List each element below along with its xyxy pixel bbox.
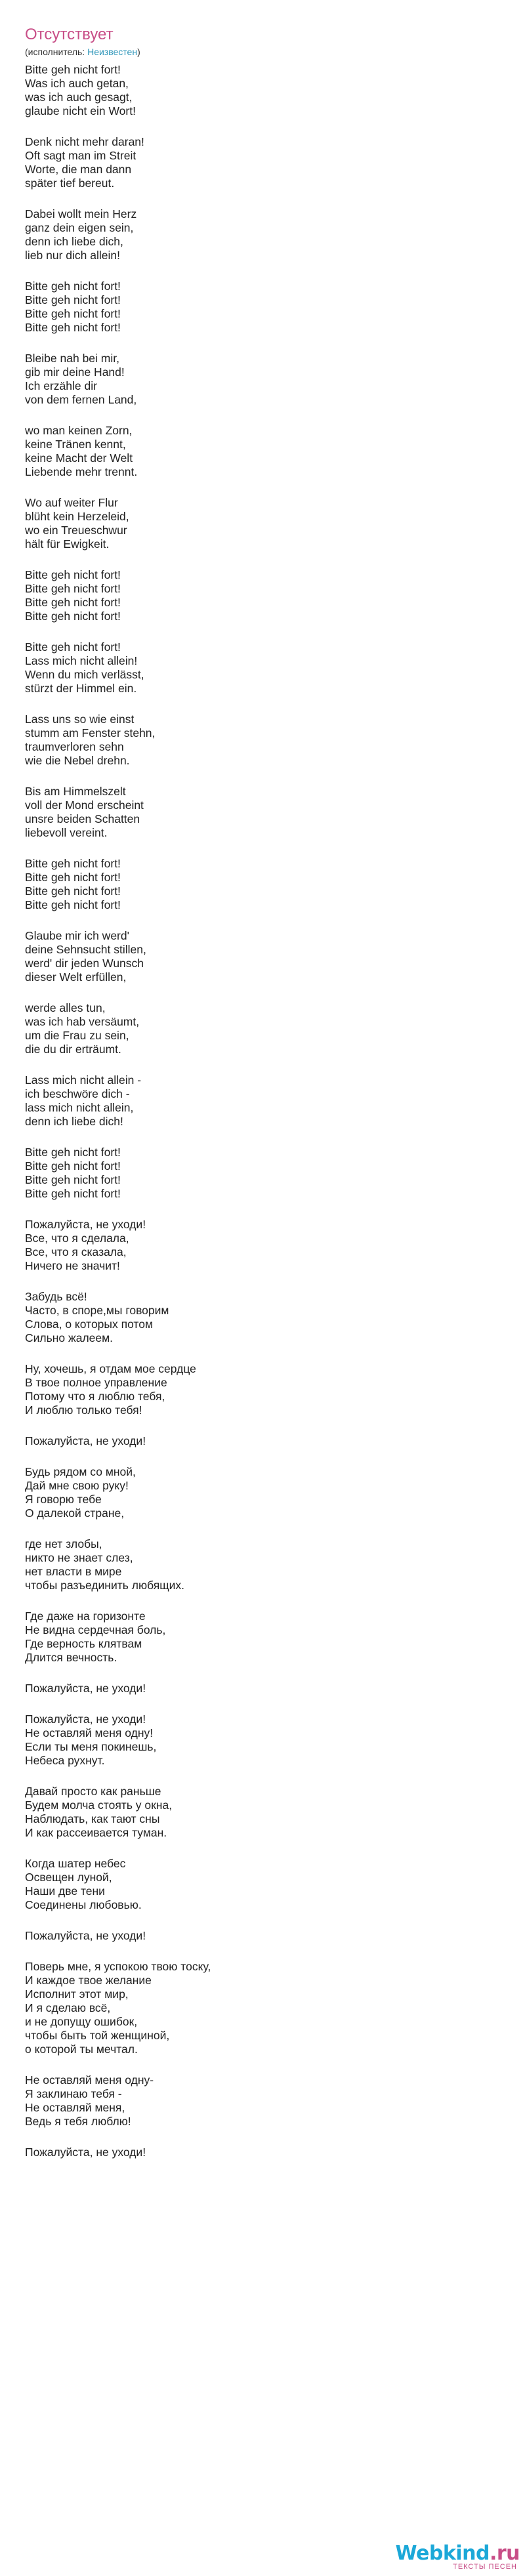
lyrics-line: Потому что я люблю тебя,: [25, 1390, 165, 1403]
lyrics-line: Bleibe nah bei mir,: [25, 352, 119, 365]
lyrics-line: И люблю только тебя!: [25, 1403, 142, 1417]
lyrics-stanza: [25, 207, 500, 262]
lyrics-line: И каждое твое желание: [25, 1974, 152, 1987]
lyrics-line: Oft sagt man im Streit: [25, 149, 136, 162]
lyrics-line: Если ты меня покинешь,: [25, 1740, 157, 1753]
lyrics-line: Bitte geh nicht fort!: [25, 321, 121, 334]
lyrics-stanza: [25, 713, 500, 768]
lyrics-line: Was ich auch getan,: [25, 77, 129, 90]
lyrics-line: wo man keinen Zorn,: [25, 424, 133, 437]
lyrics-line: Пожалуйста, не уходи!: [25, 1929, 146, 1942]
lyrics-line: werde alles tun,: [25, 1001, 106, 1014]
lyrics-line: Сильно жалеем.: [25, 1331, 114, 1344]
lyrics-line: Будь рядом со мной,: [25, 1465, 136, 1478]
lyrics-line: Denk nicht mehr daran!: [25, 135, 144, 148]
lyrics-stanza: [25, 1713, 500, 1768]
lyrics-line: Наблюдать, как тают сны: [25, 1812, 160, 1825]
lyrics-stanza: [25, 135, 500, 190]
lyrics-line: Ну, хочешь, я отдам мое сердце: [25, 1362, 196, 1375]
subtitle-suffix: ): [137, 47, 140, 57]
lyrics-line: Bitte geh nicht fort!: [25, 898, 121, 911]
lyrics-line: о которой ты мечтал.: [25, 2043, 138, 2056]
lyrics-line: glaube nicht ein Wort!: [25, 104, 136, 117]
lyrics-stanza: [25, 1465, 500, 1520]
lyrics-page: [25, 25, 500, 2176]
lyrics-line: Наши две тени: [25, 1884, 105, 1898]
lyrics-line: Bitte geh nicht fort!: [25, 610, 121, 623]
lyrics-line: Bitte geh nicht fort!: [25, 1173, 121, 1186]
lyrics-line: И я сделаю всё,: [25, 2001, 111, 2014]
lyrics-line: um die Frau zu sein,: [25, 1029, 129, 1042]
lyrics-stanza: [25, 1682, 500, 1695]
lyrics-line: Длится вечность.: [25, 1651, 117, 1664]
lyrics-line: Все, что я сделала,: [25, 1232, 129, 1245]
lyrics-line: blüht kein Herzeleid,: [25, 510, 129, 523]
lyrics-line: traumverloren sehn: [25, 740, 124, 753]
lyrics-line: keine Tränen kennt,: [25, 438, 126, 451]
lyrics-stanza: [25, 63, 500, 118]
lyrics-line: Дай мне свою руку!: [25, 1479, 129, 1492]
lyrics-line: Слова, о которых потом: [25, 1318, 154, 1331]
lyrics-line: О далекой стране,: [25, 1506, 125, 1520]
lyrics-stanza: [25, 1857, 500, 1912]
lyrics-line: später tief bereut.: [25, 177, 115, 190]
lyrics-line: Пожалуйста, не уходи!: [25, 2146, 146, 2159]
lyrics-line: Пожалуйста, не уходи!: [25, 1682, 146, 1695]
lyrics-line: Lass mich nicht allein!: [25, 654, 138, 667]
lyrics-line: von dem fernen Land,: [25, 393, 137, 406]
lyrics-line: Dabei wollt mein Herz: [25, 207, 137, 220]
lyrics-line: Не оставляй меня,: [25, 2101, 125, 2114]
logo-tagline: ТЕКСТЫ ПЕСЕН: [453, 2563, 517, 2571]
lyrics-line: Поверь мне, я успокою твою тоску,: [25, 1960, 211, 1973]
lyrics-stanza: [25, 2146, 500, 2159]
lyrics-stanza: [25, 352, 500, 407]
lyrics-line: Я заклинаю тебя -: [25, 2087, 122, 2100]
lyrics-line: где нет злобы,: [25, 1537, 102, 1550]
logo-brand: Webkind: [395, 2542, 490, 2565]
lyrics-stanza: [25, 1362, 500, 1417]
lyrics-stanza: [25, 1785, 500, 1840]
lyrics-line: voll der Mond erscheint: [25, 799, 144, 812]
subtitle-prefix: (исполнитель:: [25, 47, 88, 57]
lyrics-line: Lass mich nicht allein -: [25, 1073, 142, 1087]
lyrics-line: denn ich liebe dich!: [25, 1115, 123, 1128]
lyrics-stanza: [25, 929, 500, 984]
lyrics-line: stumm am Fenster stehn,: [25, 726, 156, 739]
lyrics-line: Bitte geh nicht fort!: [25, 640, 121, 654]
lyrics-line: Worte, die man dann: [25, 163, 132, 176]
lyrics-line: Bitte geh nicht fort!: [25, 1146, 121, 1159]
lyrics-line: Bitte geh nicht fort!: [25, 293, 121, 306]
lyrics-line: Ich erzähle dir: [25, 379, 97, 392]
lyrics-stanza: [25, 1290, 500, 1345]
lyrics-line: Bitte geh nicht fort!: [25, 596, 121, 609]
lyrics-line: keine Macht der Welt: [25, 451, 133, 465]
lyrics-line: Не оставляй меня одну-: [25, 2073, 154, 2087]
lyrics-line: denn ich liebe dich,: [25, 235, 123, 248]
logo-wordmark: [396, 2543, 520, 2565]
lyrics-line: Будем молча стоять у окна,: [25, 1798, 173, 1812]
lyrics-line: чтобы разъединить любящих.: [25, 1579, 184, 1592]
lyrics-line: Забудь всё!: [25, 1290, 87, 1303]
lyrics-line: Все, что я сказала,: [25, 1245, 127, 1258]
lyrics-line: Bitte geh nicht fort!: [25, 568, 121, 581]
lyrics-line: was ich hab versäumt,: [25, 1015, 140, 1028]
lyrics-stanza: [25, 1960, 500, 2056]
lyrics-line: Liebende mehr trennt.: [25, 465, 138, 478]
lyrics-stanza: [25, 1146, 500, 1201]
lyrics-line: wie die Nebel drehn.: [25, 754, 130, 767]
lyrics-stanza: [25, 1929, 500, 1943]
lyrics-line: Bitte geh nicht fort!: [25, 871, 121, 884]
lyrics-stanza: [25, 1434, 500, 1448]
lyrics-line: Часто, в споре,мы говорим: [25, 1304, 169, 1317]
lyrics-stanza: [25, 1001, 500, 1056]
lyrics-line: Пожалуйста, не уходи!: [25, 1434, 146, 1447]
lyrics-line: и не допущу ошибок,: [25, 2015, 138, 2028]
lyrics-stanza: [25, 424, 500, 479]
lyrics-stanza: [25, 1218, 500, 1273]
lyrics-stanza: [25, 1073, 500, 1129]
lyrics-line: никто не знает слез,: [25, 1551, 133, 1564]
lyrics-line: Wo auf weiter Flur: [25, 496, 118, 509]
lyrics-line: gib mir deine Hand!: [25, 365, 125, 379]
lyrics-line: Небеса рухнут.: [25, 1754, 105, 1767]
lyrics-line: Wenn du mich verlässt,: [25, 668, 144, 681]
lyrics-line: Bitte geh nicht fort!: [25, 280, 121, 293]
lyrics-stanza: [25, 857, 500, 912]
lyrics-stanza: [25, 785, 500, 840]
lyrics-line: Не оставляй меня одну!: [25, 1726, 154, 1739]
lyrics-line: Когда шатер небес: [25, 1857, 126, 1870]
artist-link[interactable]: Неизвестен: [87, 47, 138, 57]
lyrics-line: Где даже на горизонте: [25, 1610, 146, 1623]
logo-tld: .ru: [489, 2542, 520, 2565]
lyrics-line: Glaube mir ich werd': [25, 929, 129, 942]
lyrics-line: Пожалуйста, не уходи!: [25, 1218, 146, 1231]
lyrics-line: Bitte geh nicht fort!: [25, 884, 121, 898]
lyrics-body: [25, 63, 500, 2159]
lyrics-line: ich beschwöre dich -: [25, 1087, 130, 1100]
lyrics-line: Пожалуйста, не уходи!: [25, 1713, 146, 1726]
lyrics-line: die du dir erträumt.: [25, 1043, 121, 1056]
lyrics-line: Исполнит этот мир,: [25, 1987, 129, 2001]
lyrics-line: В твое полное управление: [25, 1376, 167, 1389]
lyrics-line: Bitte geh nicht fort!: [25, 1159, 121, 1173]
lyrics-line: Освещен луной,: [25, 1871, 112, 1884]
lyrics-line: Bitte geh nicht fort!: [25, 307, 121, 320]
lyrics-stanza: [25, 1537, 500, 1592]
lyrics-line: Соединены любовью.: [25, 1898, 142, 1911]
lyrics-stanza: [25, 1610, 500, 1665]
lyrics-line: deine Sehnsucht stillen,: [25, 943, 146, 956]
lyrics-line: unsre beiden Schatten: [25, 812, 140, 825]
lyrics-line: wo ein Treueschwur: [25, 524, 127, 537]
lyrics-line: нет власти в мире: [25, 1565, 122, 1578]
lyrics-line: Bitte geh nicht fort!: [25, 582, 121, 595]
song-subtitle: [25, 46, 500, 58]
lyrics-line: werd' dir jeden Wunsch: [25, 957, 144, 970]
lyrics-line: lass mich nicht allein,: [25, 1101, 134, 1114]
lyrics-line: Не видна сердечная боль,: [25, 1623, 166, 1636]
lyrics-line: Где верность клятвам: [25, 1637, 142, 1650]
lyrics-line: dieser Welt erfüllen,: [25, 970, 127, 984]
lyrics-line: чтобы быть той женщиной,: [25, 2029, 170, 2042]
lyrics-stanza: [25, 280, 500, 335]
lyrics-line: stürzt der Himmel ein.: [25, 682, 137, 695]
lyrics-stanza: [25, 2073, 500, 2129]
lyrics-line: Bitte geh nicht fort!: [25, 63, 121, 76]
lyrics-line: Bis am Himmelszelt: [25, 785, 126, 798]
lyrics-line: Ничего не значит!: [25, 1259, 120, 1272]
lyrics-stanza: [25, 568, 500, 623]
lyrics-line: Bitte geh nicht fort!: [25, 857, 121, 870]
lyrics-line: Давай просто как раньше: [25, 1785, 161, 1798]
lyrics-line: hält für Ewigkeit.: [25, 537, 110, 551]
lyrics-line: was ich auch gesagt,: [25, 91, 133, 104]
lyrics-line: Lass uns so wie einst: [25, 713, 135, 726]
lyrics-line: ganz dein eigen sein,: [25, 221, 134, 234]
lyrics-stanza: [25, 640, 500, 696]
lyrics-line: Ведь я тебя люблю!: [25, 2115, 131, 2128]
site-logo[interactable]: [396, 2543, 520, 2571]
lyrics-line: И как рассеивается туман.: [25, 1826, 167, 1839]
lyrics-stanza: [25, 496, 500, 551]
lyrics-line: Bitte geh nicht fort!: [25, 1187, 121, 1200]
song-title: Отсутствует: [25, 26, 114, 43]
lyrics-line: liebevoll vereint.: [25, 826, 108, 839]
lyrics-line: Я говорю тебе: [25, 1493, 102, 1506]
lyrics-line: lieb nur dich allein!: [25, 249, 120, 262]
